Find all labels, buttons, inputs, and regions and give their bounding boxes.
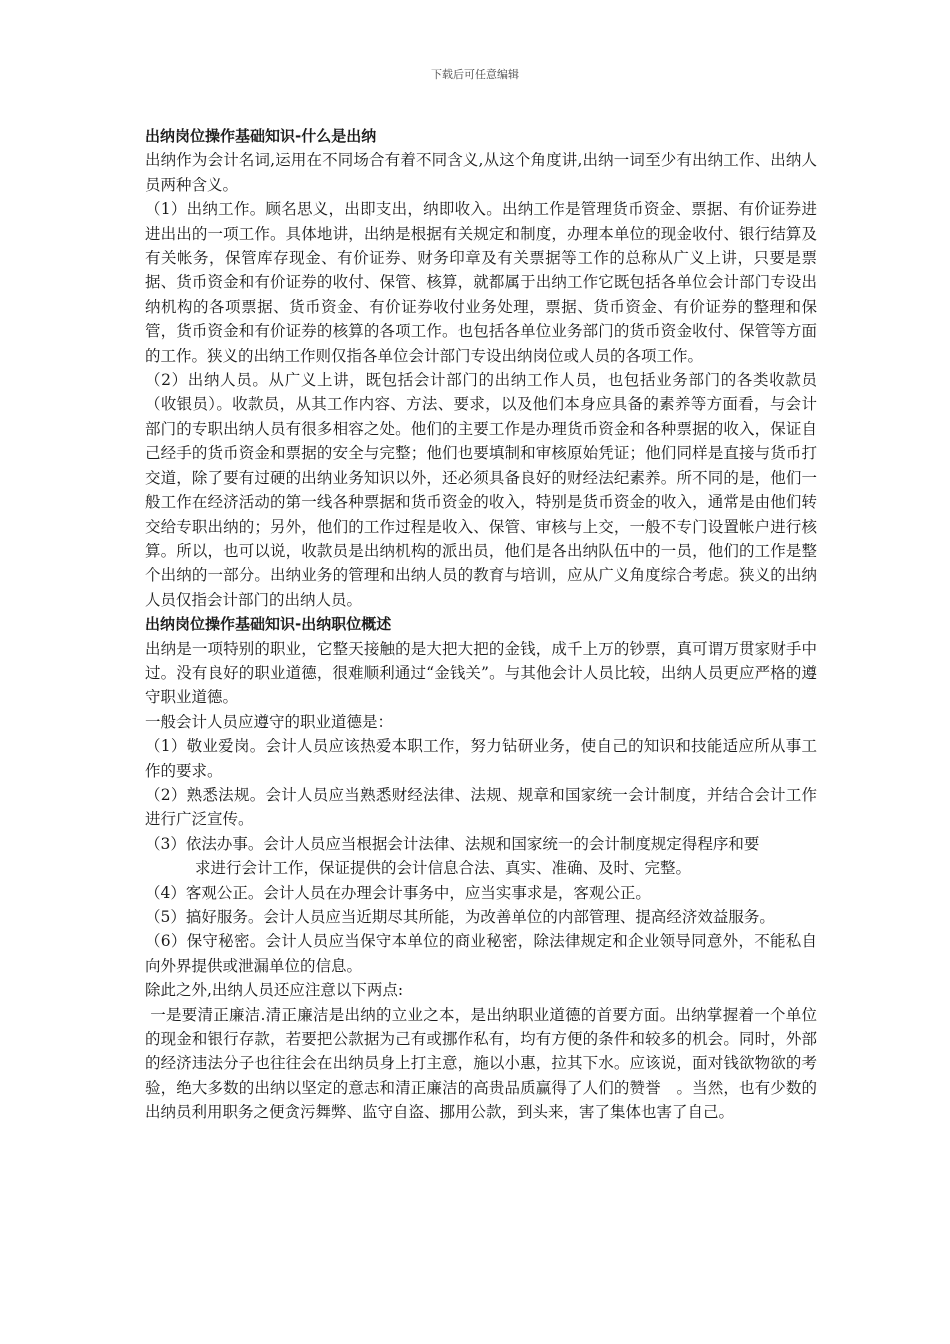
ethics-item-6: （6）保守秘密。会计人员应当保守本单位的商业秘密，除法律规定和企业领导同意外，不能私自向外界提供或泄漏单位的信息。 (145, 932, 817, 975)
section2-point1: 一是要清正廉洁.清正廉洁是出纳的立业之本，是出纳职业道德的首要方面。出纳掌握着一个单位的现金和银行存款，若要把公款据为己有或挪作私有，均有方便的条件和较多的机会。同时，外部的经济违法分子也往往会在出纳员身上打主意，施以小惠，拉其下水。应该说，面对钱欲物欲的考验，绝大多数的出纳以坚定的意志和清正廉洁的高贵品质赢得了人们的赞誉 。当然，也有少数的出纳员利用职务之便贪污舞弊、监守自盗、挪用公款，到头来，害了集体也害了自己。 (145, 1005, 817, 1122)
document-body (145, 124, 817, 1125)
ethics-item-4: （4）客观公正。会计人员在办理会计事务中，应当实事求是，客观公正。 (145, 883, 651, 902)
section1-item2: （2）出纳人员。从广义上讲，既包括会计部门的出纳工作人员，也包括业务部门的各类收款员（收银员）。收款员，从其工作内容、方法、要求，以及他们本身应具备的素养等方面看，与会计部门的专职出纳人员有很多相容之处。他们的主要工作是办理货币资金和各种票据的收入，保证自己经手的货币资金和票据的安全与完整；他们也要填制和审核原始凭证；他们同样是直接与货币打交道，除了要有过硬的出纳业务知识以外，还必须具备良好的财经法纪素养。所不同的是，他们一般工作在经济活动的第一线各种票据和货币资金的收入，特别是货币资金的收入，通常是由他们转交给专职出纳的；另外，他们的工作过程是收入、保管、审核与上交，一般不专门设置帐户进行核算。所以，也可以说，收款员是出纳机构的派出员，他们是各出纳队伍中的一员，他们的工作是整个出纳的一部分。出纳业务的管理和出纳人员的教育与培训，应从广义角度综合考虑。狭义的出纳人员仅指会计部门的出纳人员。 (145, 371, 817, 609)
ethics-item-1: （1）敬业爱岗。会计人员应该热爱本职工作，努力钻研业务，使自己的知识和技能适应所从事工作的要求。 (145, 737, 817, 780)
ethics-item-2: （2）熟悉法规。会计人员应当熟悉财经法律、法规、规章和国家统一会计制度，并结合会计工作进行广泛宣传。 (145, 785, 817, 829)
section1-item1: （1）出纳工作。顾名思义，出即支出，纳即收入。出纳工作是管理货币资金、票据、有价证券进进出出的一项工作。具体地讲，出纳是根据有关规定和制度，办理本单位的现金收付、银行结算及有关帐务，保管库存现金、有价证券、财务印章及有关票据等工作的总称从广义上讲，只要是票据、货币资金和有价证券的收付、保管、核算，就都属于出纳工作它既包括各单位会计部门专设出纳机构的各项票据、货币资金、有价证券收付业务处理，票据、货币资金、有价证券的整理和保管，货币资金和有价证券的核算的各项工作。也包括各单位业务部门的货币资金收付、保管等方面的工作。狭义的出纳工作则仅指各单位会计部门专设出纳岗位或人员的各项工作。 (145, 200, 817, 365)
section1-intro: 出纳作为会计名词,运用在不同场合有着不同含义,从这个角度讲,出纳一词至少有出纳工作、出纳人员两种含义。 (145, 151, 817, 194)
section2-extra-lead: 除此之外,出纳人员还应注意以下两点: (145, 981, 404, 1000)
ethics-item-3-continued: 求进行会计工作，保证提供的会计信息合法、真实、准确、及时、完整。 (195, 859, 692, 878)
ethics-item-3: （3）依法办事。会计人员应当根据会计法律、法规和国家统一的会计制度规定得程序和要 (145, 834, 760, 853)
section2-title: 出纳岗位操作基础知识-出纳职位概述 (145, 615, 392, 634)
ethics-item-5: （5）搞好服务。会计人员应当近期尽其所能，为改善单位的内部管理、提高经济效益服务。 (145, 908, 775, 926)
section2-intro: 出纳是一项特别的职业，它整天接触的是大把大把的金钱，成千上万的钞票，真可谓万贯家财手中过。没有良好的职业道德，很难顺利通过“金钱关”。与其他会计人员比较，出纳人员更应严格的遵守职业道德。 (145, 639, 817, 707)
header-note: 下载后可任意编辑 (431, 68, 519, 81)
section2-lead: 一般会计人员应遵守的职业道德是： (145, 712, 394, 731)
section1-title: 出纳岗位操作基础知识-什么是出纳 (145, 127, 377, 145)
